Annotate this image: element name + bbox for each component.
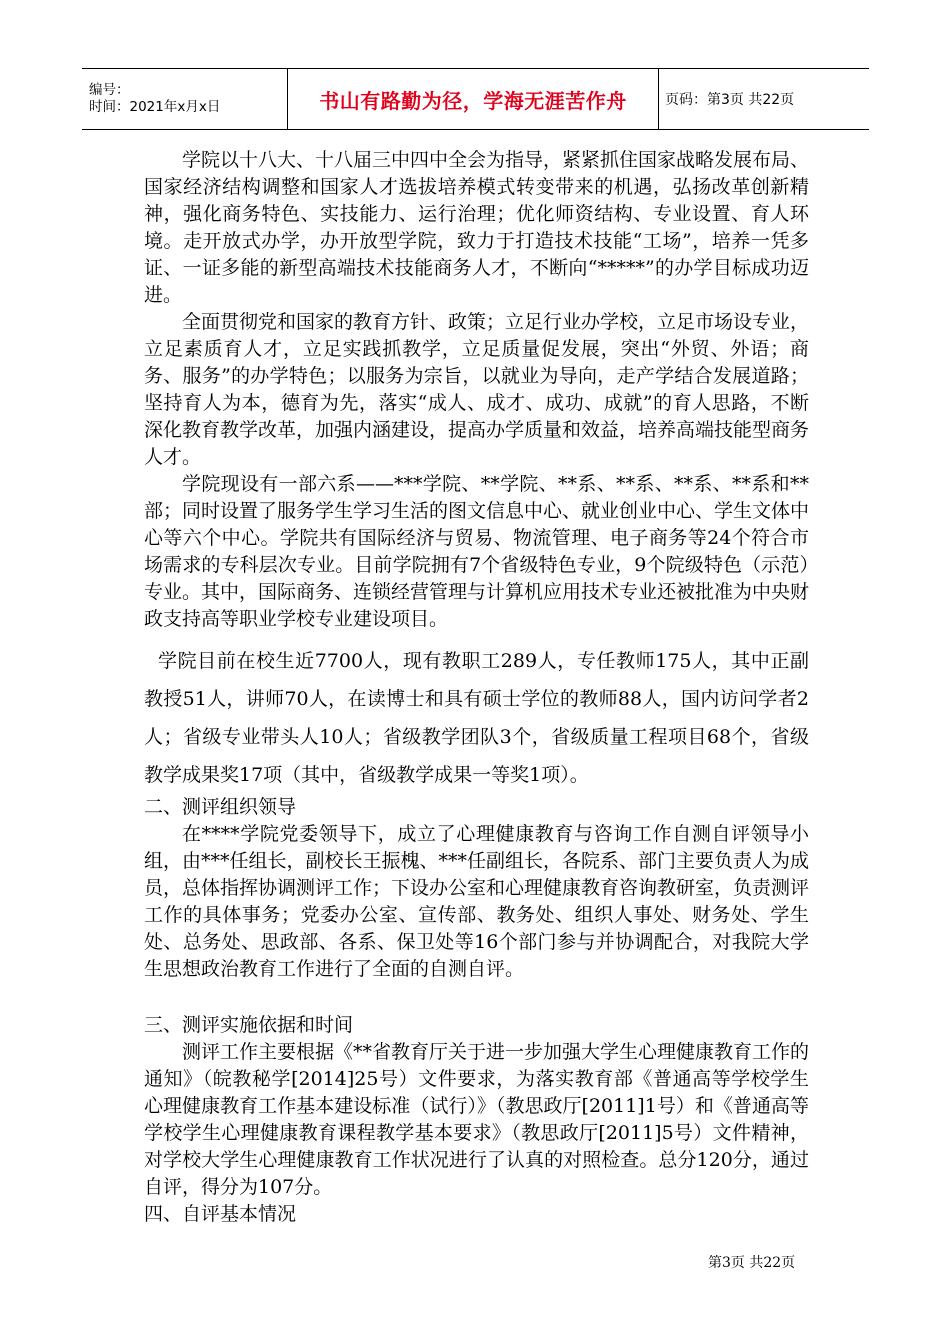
section-heading-3: 三、测评实施依据和时间 bbox=[144, 1014, 354, 1036]
document-time-label: 时间：2021年x月x日 bbox=[89, 99, 221, 115]
paragraph-intro: 学院以十八大、十八届三中四中全会为指导，紧紧抓住国家战略发展布局、国家经济结构调整和国家人才选拔培养模式转变带来的机遇，弘扬改革创新精神，强化商务特色、实技能力、运行治理；优化师资结构、专业设置、育人环境。走开放式办学，办开放型学院，致力于打造技术技能“工场”，培养一凭多证、一证多能的新型高端技术技能商务人才，不断向“*****”的办学目标成功迈进。 bbox=[144, 149, 810, 306]
document-number-label: 编号： bbox=[89, 82, 130, 98]
paragraph-departments: 学院现设有一部六系——***学院、**学院、**系、**系、**系、**系和**部；同时设置了服务学生学习生活的图文信息中心、就业创业中心、学生文体中心等六个中心。学院共有国际经济与贸易、物流管理、电子商务等24个符合市场需求的专科层次专业。目前学院拥有7个省级特色专业，9个院级特色（示范）专业。其中，国际商务、连锁经营管理与计算机应用技术专业还被批准为中央财政支持高等职业学校专业建设项目。 bbox=[144, 473, 810, 630]
page-footer: 第3页 共22页 bbox=[708, 1255, 796, 1271]
paragraph-staff: 学院目前在校生近7700人，现有教职工289人，专任教师175人，其中正副教授51人，讲师70人，在读博士和具有硕士学位的教师88人，国内访问学者2人；省级专业带头人10人；省级教学团队3个，省级质量工程项目68个，省级教学成果奖17项（其中，省级教学成果一等奖1项）。 bbox=[144, 650, 809, 786]
header-left-cell bbox=[82, 69, 287, 129]
document-body bbox=[144, 147, 809, 1228]
page-header bbox=[82, 68, 869, 130]
section-heading-2: 二、测评组织领导 bbox=[144, 796, 297, 818]
paragraph-basis: 测评工作主要根据《**省教育厅关于进一步加强大学生心理健康教育工作的通知》（皖教秘学[2014]25号）文件要求，为落实教育部《普通高等学校学生心理健康教育工作基本建设标准（试行）》（教思政厅[2011]1号）和《普通高等学校学生心理健康教育课程教学基本要求》（教思政厅[2011]5号）文件精神，对学校大学生心理健康教育工作状况进行了认真的对照检查。总分120分，通过自评，得分为107分。 bbox=[144, 1041, 810, 1198]
paragraph-leadership: 在****学院党委领导下，成立了心理健康教育与咨询工作自测自评领导小组，由***任组长，副校长王振槐、***任副组长，各院系、部门主要负责人为成员，总体指挥协调测评工作；下设办公室和心理健康教育咨询教研室，负责测评工作的具体事务；党委办公室、宣传部、教务处、组织人事处、财务处、学生处、总务处、思政部、各系、保卫处等16个部门参与并协调配合，对我院大学生思想政治教育工作进行了全面的自测自评。 bbox=[144, 823, 810, 980]
header-page-label: 页码：第3页 共22页 bbox=[665, 92, 795, 108]
paragraph-policy: 全面贯彻党和国家的教育方针、政策；立足行业办学校，立足市场设专业，立足素质育人才，立足实践抓教学，立足质量促发展，突出“外贸、外语；商务、服务”的办学特色；以服务为宗旨，以就业为导向，走产学结合发展道路；坚持育人为本，德育为先，落实“成人、成才、成功、成就”的育人思路，不断深化教育教学改革，加强内涵建设，提高办学质量和效益，培养高端技能型商务人才。 bbox=[144, 311, 810, 468]
header-motto: 书山有路勤为径，学海无涯苦作舟 bbox=[287, 69, 659, 129]
section-heading-4: 四、自评基本情况 bbox=[144, 1203, 297, 1225]
